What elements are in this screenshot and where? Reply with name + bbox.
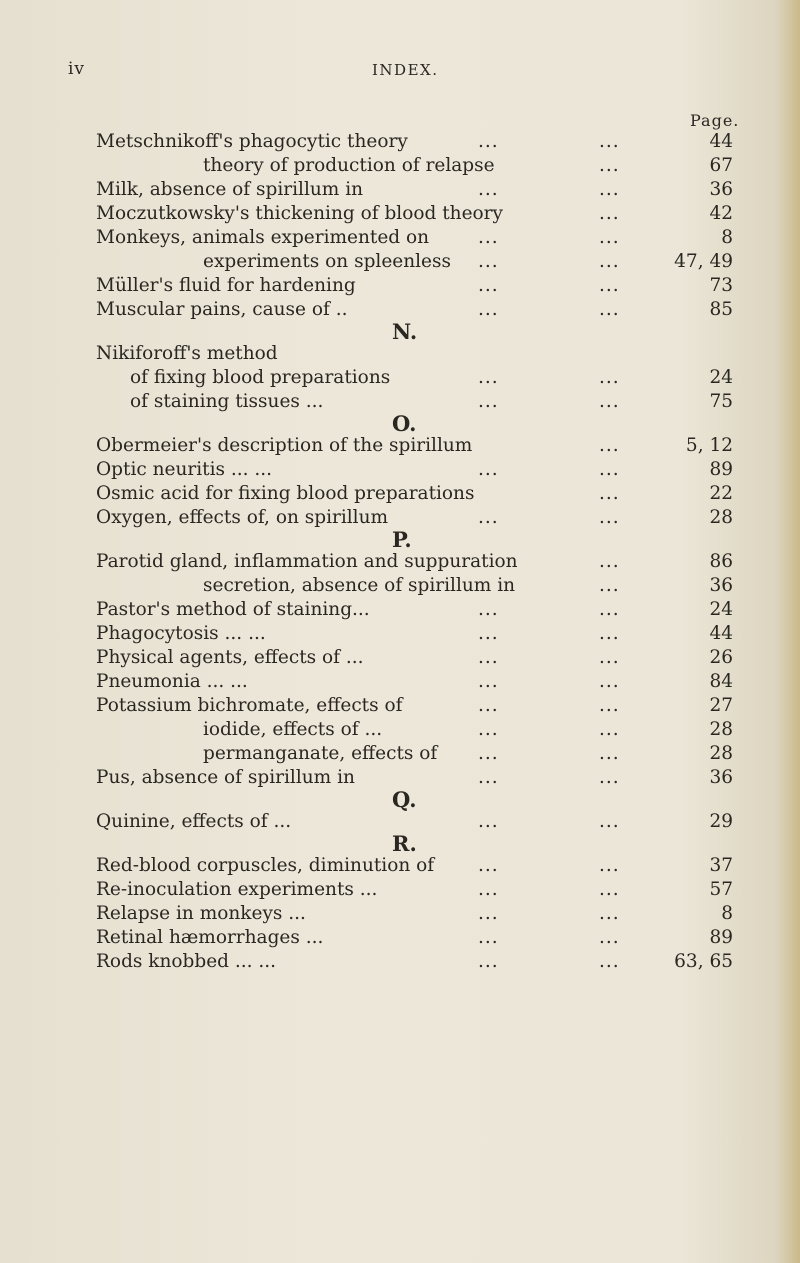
leader-dots: ...	[599, 811, 620, 832]
entry-text: Muscular pains, cause of ..	[96, 299, 348, 320]
leader-dots: ...	[599, 903, 620, 924]
leader-dots: ...	[478, 275, 499, 296]
index-entry	[0, 926, 800, 950]
leader-dots: ...	[599, 743, 620, 764]
entry-text: Pastor's method of staining...	[96, 599, 370, 620]
leader-dots: ...	[478, 299, 499, 320]
section-letter	[0, 411, 800, 436]
index-entry	[0, 342, 800, 366]
leader-dots: ...	[599, 575, 620, 596]
page-number: 28	[709, 507, 733, 528]
leader-dots: ...	[599, 623, 620, 644]
page-number: 86	[709, 551, 733, 572]
page-number: 63, 65	[674, 951, 733, 972]
leader-dots: ...	[599, 879, 620, 900]
page-number: 8	[721, 227, 733, 248]
page-number: 44	[709, 131, 733, 152]
leader-dots: ...	[599, 647, 620, 668]
leader-dots: ...	[478, 767, 499, 788]
entry-text: Metschnikoff's phagocytic theory	[96, 131, 408, 152]
leader-dots: ...	[599, 507, 620, 528]
index-entry	[0, 854, 800, 878]
page-number: 26	[709, 647, 733, 668]
leader-dots: ...	[599, 927, 620, 948]
leader-dots: ...	[478, 903, 499, 924]
index-entry	[0, 622, 800, 646]
entry-text: theory of production of relapse	[203, 155, 495, 176]
index-entry	[0, 482, 800, 506]
leader-dots: ...	[478, 599, 499, 620]
leader-dots: ...	[478, 671, 499, 692]
entry-text: Retinal hæmorrhages ...	[96, 927, 324, 948]
index-entry	[0, 178, 800, 202]
page-number: 47, 49	[674, 251, 733, 272]
leader-dots: ...	[599, 155, 620, 176]
leader-dots: ...	[478, 251, 499, 272]
leader-dots: ...	[599, 599, 620, 620]
leader-dots: ...	[478, 367, 499, 388]
leader-dots: ...	[599, 131, 620, 152]
page-number: 36	[709, 179, 733, 200]
leader-dots: ...	[478, 623, 499, 644]
entry-text: Rods knobbed ... ...	[96, 951, 277, 972]
leader-dots: ...	[599, 719, 620, 740]
section-letter-label: P.	[392, 527, 412, 552]
leader-dots: ...	[478, 743, 499, 764]
section-letter	[0, 831, 800, 856]
index-entry	[0, 598, 800, 622]
index-entry	[0, 130, 800, 154]
page-number: 89	[709, 459, 733, 480]
page-number: 36	[709, 767, 733, 788]
index-entry	[0, 742, 800, 766]
entry-text: of staining tissues ...	[130, 391, 324, 412]
page-number: 29	[709, 811, 733, 832]
index-entry	[0, 550, 800, 574]
page-number: 84	[709, 671, 733, 692]
index-entry	[0, 646, 800, 670]
page-number: 28	[709, 719, 733, 740]
leader-dots: ...	[599, 391, 620, 412]
page-number: 57	[709, 879, 733, 900]
leader-dots: ...	[599, 551, 620, 572]
leader-dots: ...	[478, 507, 499, 528]
section-letter-label: R.	[392, 831, 417, 856]
entry-text: Potassium bichromate, effects of	[96, 695, 403, 716]
leader-dots: ...	[478, 459, 499, 480]
index-entry	[0, 718, 800, 742]
entry-text: Phagocytosis ... ...	[96, 623, 266, 644]
page-number: 89	[709, 927, 733, 948]
leader-dots: ...	[599, 951, 620, 972]
index-entry	[0, 250, 800, 274]
leader-dots: ...	[599, 695, 620, 716]
section-letter-label: Q.	[392, 787, 417, 812]
entry-text: iodide, effects of ...	[203, 719, 383, 740]
index-entry	[0, 366, 800, 390]
page-number: 27	[709, 695, 733, 716]
leader-dots: ...	[478, 647, 499, 668]
leader-dots: ...	[478, 879, 499, 900]
leader-dots: ...	[478, 811, 499, 832]
index-entry	[0, 670, 800, 694]
page-number: 22	[709, 483, 733, 504]
page-column-heading: Page.	[690, 111, 740, 130]
leader-dots: ...	[599, 483, 620, 504]
section-letter	[0, 527, 800, 552]
page-number: 28	[709, 743, 733, 764]
leader-dots: ...	[478, 391, 499, 412]
leader-dots: ...	[599, 435, 620, 456]
page-number: 8	[721, 903, 733, 924]
entry-text: experiments on spleenless	[203, 251, 451, 272]
index-entry	[0, 950, 800, 974]
section-letter-label: N.	[392, 319, 418, 344]
page-number: 44	[709, 623, 733, 644]
entry-text: Moczutkowsky's thickening of blood theory	[96, 203, 503, 224]
page-number: 24	[709, 599, 733, 620]
entry-text: Oxygen, effects of, on spirillum	[96, 507, 389, 528]
entry-text: Pneumonia ... ...	[96, 671, 248, 692]
leader-dots: ...	[599, 767, 620, 788]
entry-text: Physical agents, effects of ...	[96, 647, 364, 668]
page-number: 24	[709, 367, 733, 388]
index-entry	[0, 878, 800, 902]
entry-text: Parotid gland, inflammation and suppuration	[96, 551, 518, 572]
index-entry	[0, 154, 800, 178]
leader-dots: ...	[599, 203, 620, 224]
leader-dots: ...	[478, 927, 499, 948]
leader-dots: ...	[478, 695, 499, 716]
entry-text: secretion, absence of spirillum in	[203, 575, 516, 596]
leader-dots: ...	[478, 131, 499, 152]
leader-dots: ...	[599, 855, 620, 876]
index-entry	[0, 694, 800, 718]
entry-text: Relapse in monkeys ...	[96, 903, 306, 924]
leader-dots: ...	[478, 179, 499, 200]
entry-text: Pus, absence of spirillum in	[96, 767, 355, 788]
page-number: 75	[709, 391, 733, 412]
leader-dots: ...	[599, 299, 620, 320]
index-entry	[0, 274, 800, 298]
leader-dots: ...	[478, 227, 499, 248]
page-number: 42	[709, 203, 733, 224]
page-number: 36	[709, 575, 733, 596]
index-entries	[0, 130, 800, 974]
entry-text: Optic neuritis ... ...	[96, 459, 273, 480]
index-entry	[0, 226, 800, 250]
leader-dots: ...	[599, 227, 620, 248]
entry-text: permanganate, effects of	[203, 743, 438, 764]
leader-dots: ...	[599, 179, 620, 200]
index-entry	[0, 902, 800, 926]
index-entry	[0, 434, 800, 458]
index-entry	[0, 574, 800, 598]
section-letter	[0, 319, 800, 344]
page-header	[0, 59, 800, 83]
index-entry	[0, 458, 800, 482]
leader-dots: ...	[478, 719, 499, 740]
leader-dots: ...	[599, 459, 620, 480]
entry-text: Quinine, effects of ...	[96, 811, 292, 832]
index-entry	[0, 202, 800, 226]
page-number: 5, 12	[685, 435, 733, 456]
page-number: 85	[709, 299, 733, 320]
page-number: 67	[709, 155, 733, 176]
section-letter	[0, 787, 800, 812]
entry-text: Red-blood corpuscles, diminution of	[96, 855, 435, 876]
folio-number: iv	[68, 59, 86, 79]
entry-text: Obermeier's description of the spirillum	[96, 435, 473, 456]
running-title: INDEX.	[372, 61, 439, 79]
leader-dots: ...	[599, 251, 620, 272]
leader-dots: ...	[478, 855, 499, 876]
leader-dots: ...	[478, 951, 499, 972]
entry-text: Nikiforoff's method	[96, 343, 278, 364]
entry-text: Müller's fluid for hardening	[96, 275, 356, 296]
leader-dots: ...	[599, 367, 620, 388]
entry-text: Milk, absence of spirillum in	[96, 179, 364, 200]
section-letter-label: O.	[392, 411, 417, 436]
entry-text: of fixing blood preparations	[130, 367, 391, 388]
leader-dots: ...	[599, 671, 620, 692]
entry-text: Re-inoculation experiments ...	[96, 879, 378, 900]
entry-text: Osmic acid for fixing blood preparations	[96, 483, 475, 504]
page-number: 73	[709, 275, 733, 296]
page-number: 37	[709, 855, 733, 876]
leader-dots: ...	[599, 275, 620, 296]
entry-text: Monkeys, animals experimented on	[96, 227, 430, 248]
